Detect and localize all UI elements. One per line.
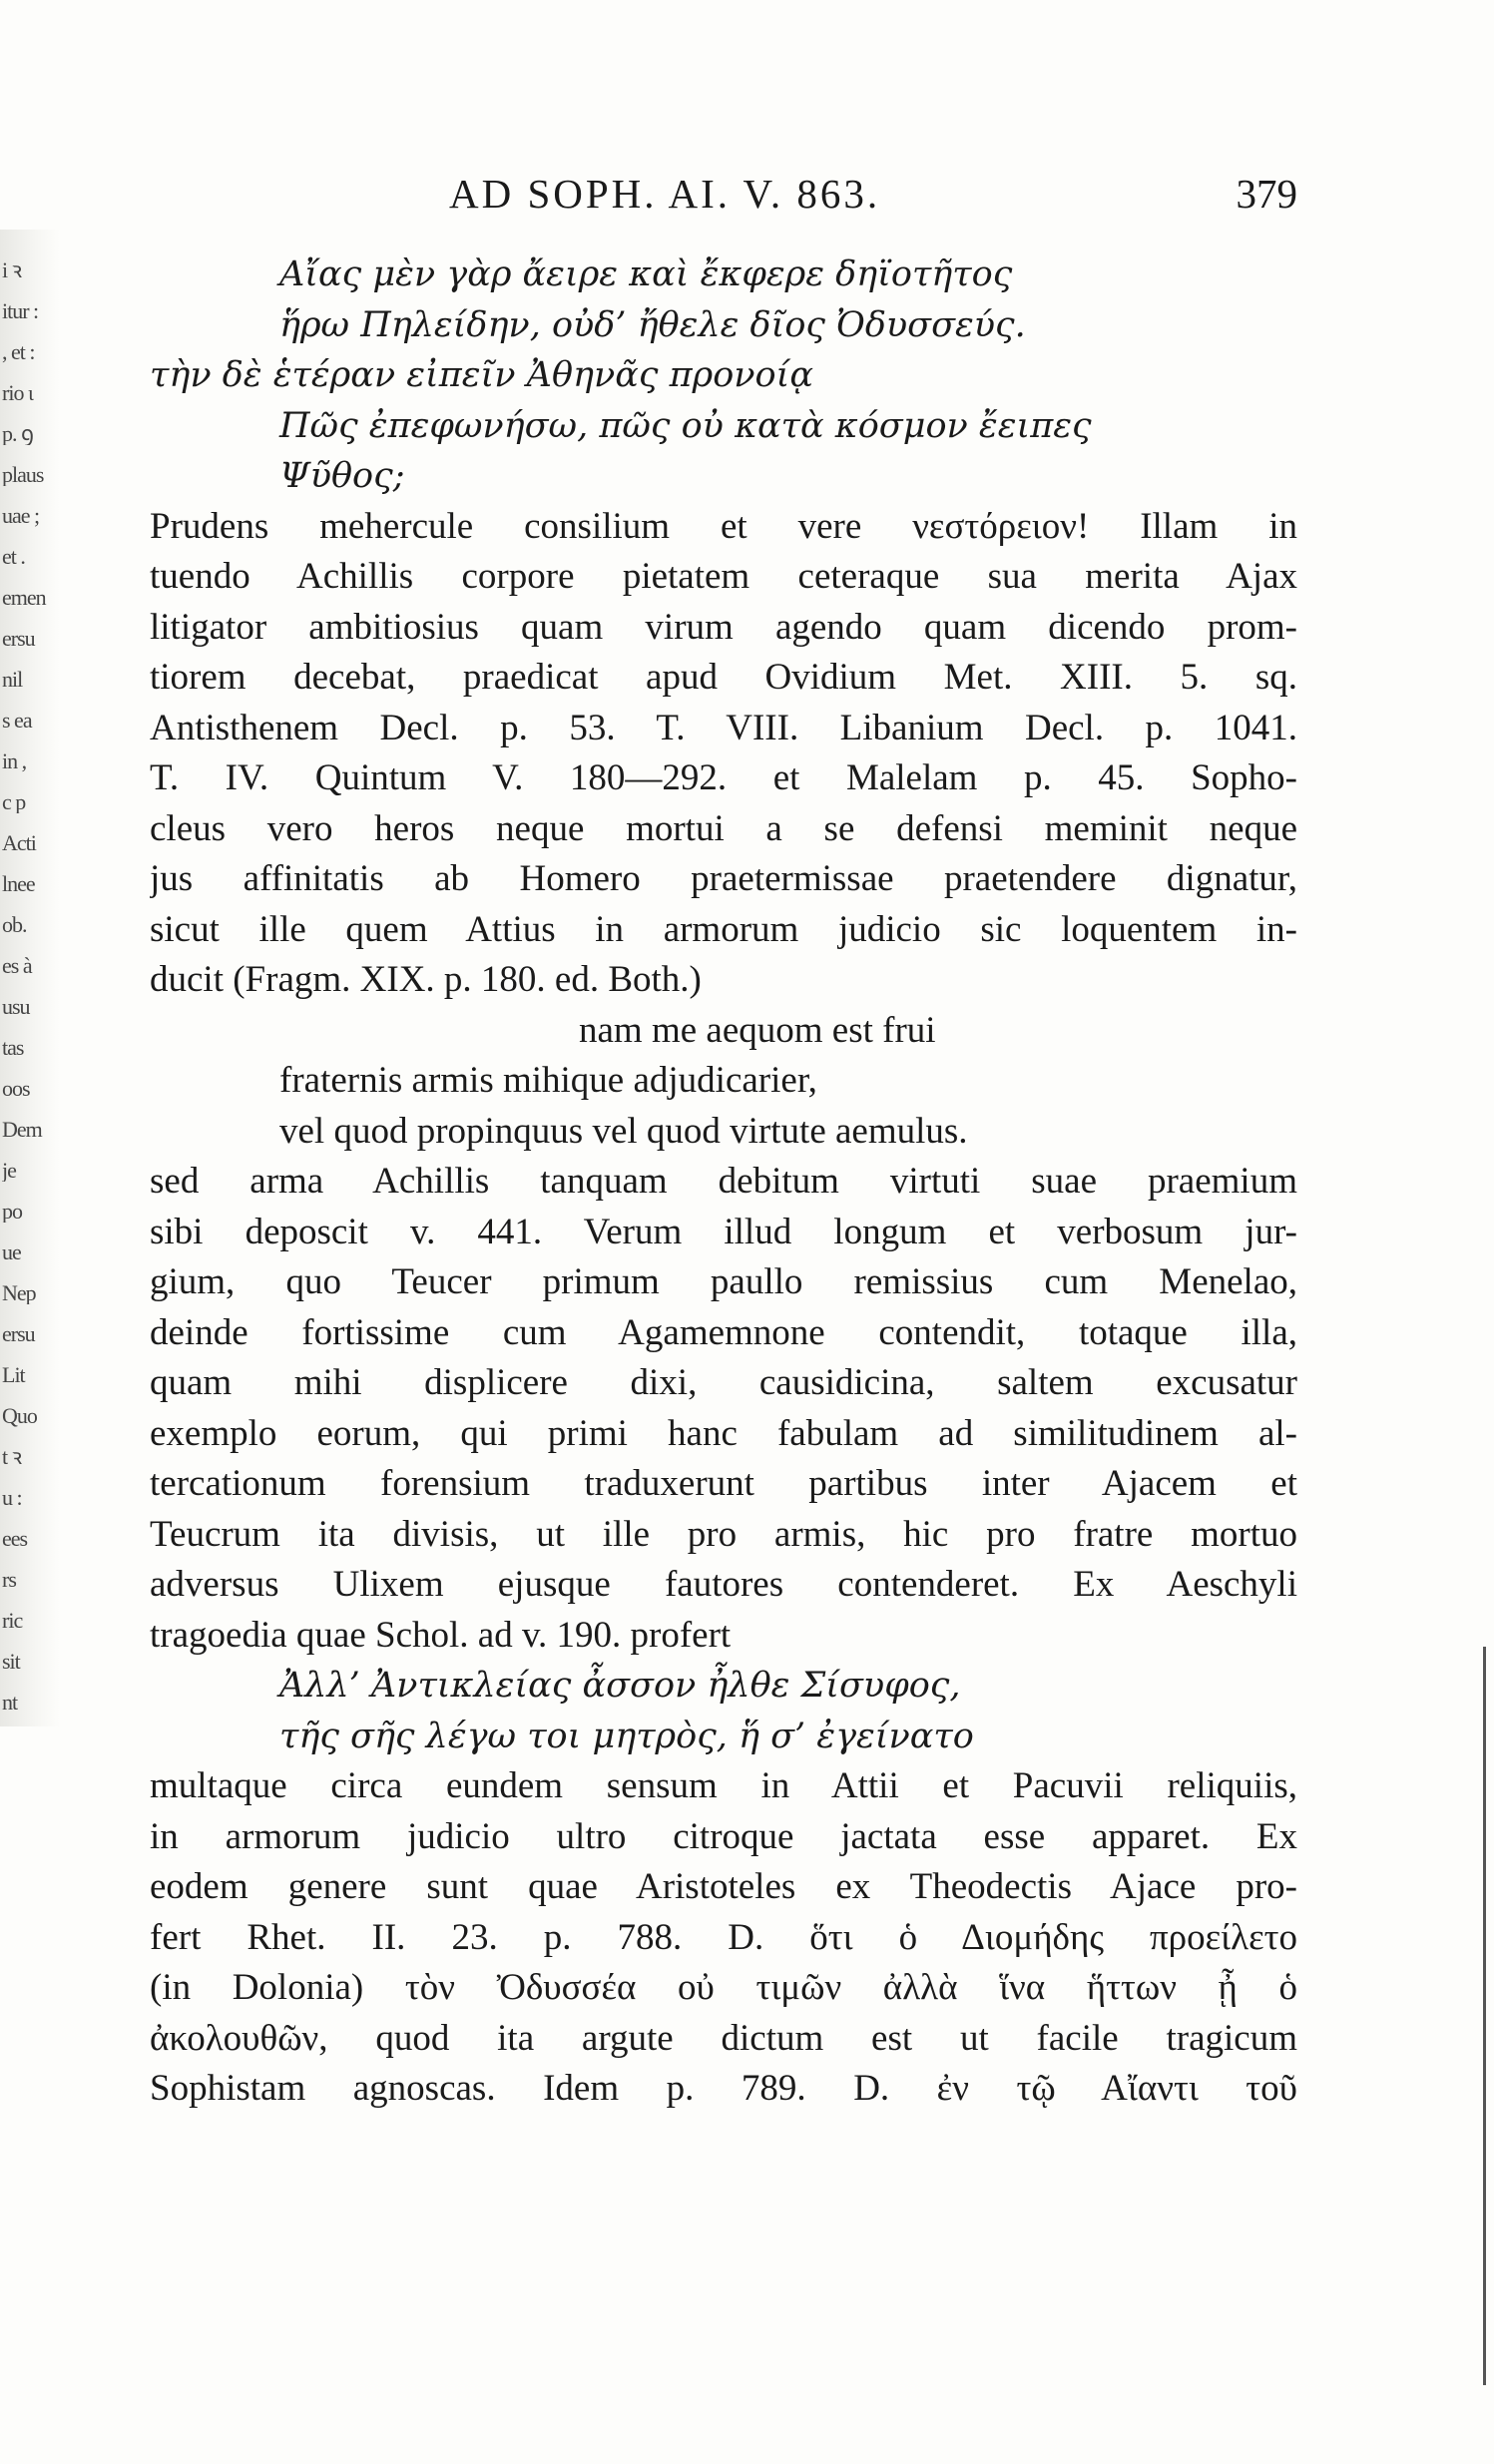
- page-number: 379: [1236, 171, 1297, 217]
- running-title: AD SOPH. AI. V. 863.: [449, 171, 881, 217]
- gutter-fragment: u :: [2, 1487, 22, 1509]
- gutter-fragment: c p: [2, 791, 26, 813]
- gutter-fragment: sit: [2, 1651, 20, 1673]
- text-line: ἀκολουθῶν, quod ita argute dictum est ut facile tragicum: [150, 2017, 1297, 2059]
- text-line: Αἴας μὲν γὰρ ἄειρε καὶ ἔκφερε δηϊοτῆτος: [279, 254, 1013, 294]
- text-line: sed arma Achillis tanquam debitum virtuti suae praemium: [150, 1161, 1297, 1202]
- gutter-fragment: Quo: [2, 1405, 37, 1427]
- text-line: tercationum forensium traduxerunt partibus inter Ajacem et: [150, 1463, 1297, 1504]
- text-line: T. IV. Quintum V. 180—292. et Malelam p. 45. Sopho-: [150, 757, 1297, 798]
- text-line: litigator ambitiosius quam virum agendo quam dicendo prom-: [150, 606, 1297, 648]
- text-line: Prudens mehercule consilium et vere νεστόρειον! Illam in: [150, 505, 1297, 547]
- gutter-fragment: ersu: [2, 1323, 35, 1345]
- text-line: ἥρω Πηλείδην, οὐδ’ ἤθελε δῖος Ὀδυσσεύς.: [279, 304, 1026, 345]
- text-line: fraternis armis mihique adjudicarier,: [279, 1060, 817, 1101]
- gutter-fragment: i ꝛ: [2, 259, 22, 281]
- gutter-fragment: Nep: [2, 1282, 36, 1304]
- gutter-fragment: in ,: [2, 750, 27, 772]
- gutter-fragment: usu: [2, 996, 30, 1018]
- gutter-fragment: plaus: [2, 464, 44, 486]
- gutter-fragment: et .: [2, 546, 25, 568]
- gutter-fragment: uae ;: [2, 505, 40, 527]
- text-line: sicut ille quem Attius in armorum judicio sic loquentem in-: [150, 908, 1297, 950]
- gutter-fragment: ric: [2, 1610, 23, 1632]
- gutter-fragment: itur :: [2, 300, 39, 322]
- gutter-fragment: tas: [2, 1037, 24, 1059]
- gutter-fragment: nil: [2, 669, 23, 691]
- gutter-fragment: rio ι: [2, 382, 33, 404]
- text-line: quam mihi displicere dixi, causidicina, saltem excusatur: [150, 1362, 1297, 1403]
- page-header: [150, 170, 1297, 230]
- text-line: vel quod propinquus vel quod virtute aemulus.: [279, 1110, 968, 1152]
- text-line: multaque circa eundem sensum in Attii et Pacuvii reliquiis,: [150, 1765, 1297, 1806]
- text-line: ducit (Fragm. XIX. p. 180. ed. Both.): [150, 959, 702, 1000]
- text-line: tragoedia quae Schol. ad v. 190. profert: [150, 1614, 732, 1656]
- text-line: nam me aequom est frui: [579, 1009, 936, 1051]
- text-line: jus affinitatis ab Homero praetermissae praetendere dignatur,: [150, 858, 1297, 899]
- gutter-fragment: je: [2, 1160, 16, 1182]
- gutter-fragment: es à: [2, 955, 32, 977]
- text-line: tiorem decebat, praedicat apud Ovidium Met. XIII. 5. sq.: [150, 657, 1297, 698]
- text-line: Teucrum ita divisis, ut ille pro armis, hic pro fratre mortuo: [150, 1513, 1297, 1555]
- gutter-fragment: ees: [2, 1528, 28, 1550]
- text-line: Sophistam agnoscas. Idem p. 789. D. ἐν τῷ Αἴαντι τοῦ: [150, 2068, 1297, 2109]
- gutter-fragment: ersu: [2, 628, 35, 650]
- gutter-fragment: Lit: [2, 1364, 25, 1386]
- gutter-fragment: lnee: [2, 873, 35, 895]
- gutter-fragment: p. ꝯ: [2, 423, 33, 445]
- gutter-fragment: rs: [2, 1569, 16, 1591]
- text-line: (in Dolonia) τὸν Ὀδυσσέα οὐ τιμῶν ἀλλὰ ἵνα ἥττων ᾖ ὁ: [150, 1967, 1297, 2008]
- gutter-fragment: Acti: [2, 832, 36, 854]
- gutter-fragment: emen: [2, 587, 46, 609]
- text-line: fert Rhet. II. 23. p. 788. D. ὅτι ὁ Διομήδης προείλετο: [150, 1916, 1297, 1958]
- text-line: Πῶς ἐπεφωνήσω, πῶς οὐ κατὰ κόσμον ἔειπες: [279, 405, 1092, 446]
- text-line: deinde fortissime cum Agamemnone contendit, totaque illa,: [150, 1311, 1297, 1353]
- text-line: in armorum judicio ultro citroque jactata esse apparet. Ex: [150, 1815, 1297, 1857]
- gutter-fragment: Dem: [2, 1119, 42, 1141]
- gutter-fragment: s ea: [2, 710, 32, 732]
- text-line: eodem genere sunt quae Aristoteles ex Theodectis Ajace pro-: [150, 1866, 1297, 1907]
- text-line: gium, quo Teucer primum paullo remissius cum Menelao,: [150, 1261, 1297, 1302]
- gutter-fragment: , et :: [2, 341, 35, 363]
- gutter-fragment: nt: [2, 1692, 18, 1714]
- text-line: tuendo Achillis corpore pietatem ceteraque sua merita Ajax: [150, 556, 1297, 597]
- text-line: τὴν δὲ ἑτέραν εἰπεῖν Ἀθηνᾶς προνοίᾳ: [150, 355, 813, 395]
- text-line: exemplo eorum, qui primi hanc fabulam ad similitudinem al-: [150, 1412, 1297, 1454]
- text-line: cleus vero heros neque mortui a se defensi meminit neque: [150, 807, 1297, 849]
- gutter-fragment: po: [2, 1201, 22, 1223]
- gutter-fragment: oos: [2, 1078, 30, 1100]
- text-line: Antisthenem Decl. p. 53. T. VIII. Libanium Decl. p. 1041.: [150, 707, 1297, 748]
- gutter-fragment: ue: [2, 1241, 21, 1263]
- gutter-fragment: ob.: [2, 914, 27, 936]
- text-line: Ἀλλ’ Ἀντικλείας ἆσσον ἦλθε Σίσυφος,: [279, 1666, 961, 1706]
- text-line: τῆς σῆς λέγω τοι μητρὸς, ἥ σ’ ἐγείνατο: [279, 1716, 974, 1756]
- text-line: sibi deposcit v. 441. Verum illud longum et verbosum jur-: [150, 1211, 1297, 1252]
- gutter-fragment: t ꝛ: [2, 1446, 22, 1468]
- page-edge-rule: [1483, 1647, 1486, 2385]
- text-line: Ψῦθος;: [279, 456, 405, 496]
- text-line: adversus Ulixem ejusque fautores contenderet. Ex Aeschyli: [150, 1564, 1297, 1605]
